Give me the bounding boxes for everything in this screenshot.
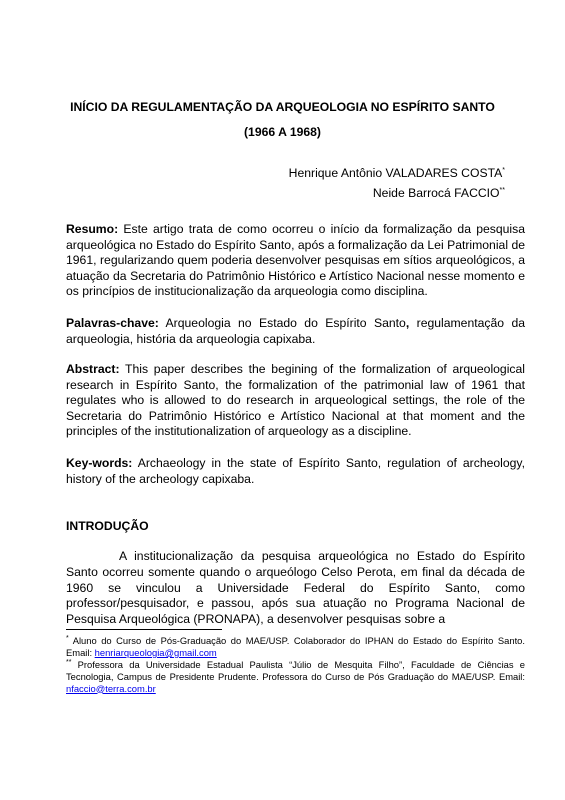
author-footnote-mark: ** bbox=[499, 186, 505, 194]
footnote-2 bbox=[66, 659, 525, 694]
palavras-chave-text-1: Arqueologia no Estado do Espírito Santo bbox=[158, 316, 406, 330]
keywords-text: Archaeology in the state of Espírito Santo, regulation of archeology, history of the archeology capixaba. bbox=[66, 456, 525, 486]
palavras-chave-paragraph bbox=[66, 316, 525, 347]
email-link[interactable]: henriarqueologia@gmail.com bbox=[94, 646, 217, 658]
email-link[interactable]: nfaccio@terra.com.br bbox=[66, 682, 156, 694]
keywords-label: Key-words: bbox=[66, 456, 133, 470]
footnote-text: Professora da Universidade Estadual Paulista “Júlio de Mesquita Filho”, Faculdade de Ciências e Tecnologia, Campus de Presidente Prudente. Professora do Curso de Pós Graduação do MAE/USP. Email: bbox=[66, 659, 525, 682]
paper-title: INÍCIO DA REGULAMENTAÇÃO DA ARQUEOLOGIA NO ESPÍRITO SANTO (1966 A 1968) bbox=[70, 100, 495, 139]
footnote-text: Aluno do Curso de Pós-Graduação do MAE/USP. Colaborador do IPHAN do Estado do Espírito Santo. Email: bbox=[66, 635, 525, 658]
author-line-2 bbox=[373, 186, 505, 200]
palavras-chave-text-2: regulamentação da arqueologia, história da arqueologia capixaba. bbox=[66, 316, 525, 346]
palavras-chave-label: Palavras-chave: bbox=[66, 316, 159, 330]
footnote-mark: * bbox=[66, 634, 69, 642]
resumo-label: Resumo: bbox=[66, 222, 119, 236]
footnote-mark: ** bbox=[66, 658, 72, 666]
author-name: Neide Barrocá FACCIO bbox=[372, 186, 500, 200]
resumo-paragraph bbox=[66, 222, 525, 300]
section-heading-introducao: INTRODUÇÃO bbox=[66, 519, 149, 533]
footnote-1 bbox=[66, 635, 525, 659]
author-footnote-mark: * bbox=[502, 166, 505, 174]
keywords-paragraph bbox=[66, 456, 525, 487]
introducao-paragraph: A institucionalização da pesquisa arqueológica no Estado do Espírito Santo ocorreu somente quando o arqueólogo Celso Perota, em final da década de 1960 se vinculou a Universidade Federal do Espírito Santo, como professor/pesquisador, e passou, após sua atuação no Programa Nacional de Pesquisa Arqueológica (PRONAPA), a desenvolver pesquisas sobre a bbox=[66, 549, 525, 627]
footnote-divider bbox=[66, 629, 222, 630]
abstract-label: Abstract: bbox=[66, 362, 120, 376]
palavras-chave-separator: , bbox=[405, 316, 410, 330]
author-name: Henrique Antônio VALADARES COSTA bbox=[288, 166, 503, 180]
author-line-1 bbox=[289, 166, 505, 180]
resumo-text: Este artigo trata de como ocorreu o início da formalização da pesquisa arqueológica no Estado do Espírito Santo, após a formalização da Lei Patrimonial de 1961, regularizando quem poderia desenvolver pesquisas em sítios arqueológicos, a atuação da Secretaria do Patrimônio Histórico e Artístico Nacional nesse momento e os princípios de institucionalização da arqueologia como disciplina. bbox=[66, 222, 525, 299]
abstract-paragraph bbox=[66, 362, 525, 440]
abstract-text: This paper describes the begining of the formalization of arqueological research in Espírito Santo, the formalization of the patrimonial law of 1961 that regulates who is allowed to do research in arqueological settings, the role of the Secretaria do Patrimônio Histórico e Artístico Nacional at that moment and the principles of the institutionalization of arqueology as a discipline. bbox=[66, 362, 525, 439]
